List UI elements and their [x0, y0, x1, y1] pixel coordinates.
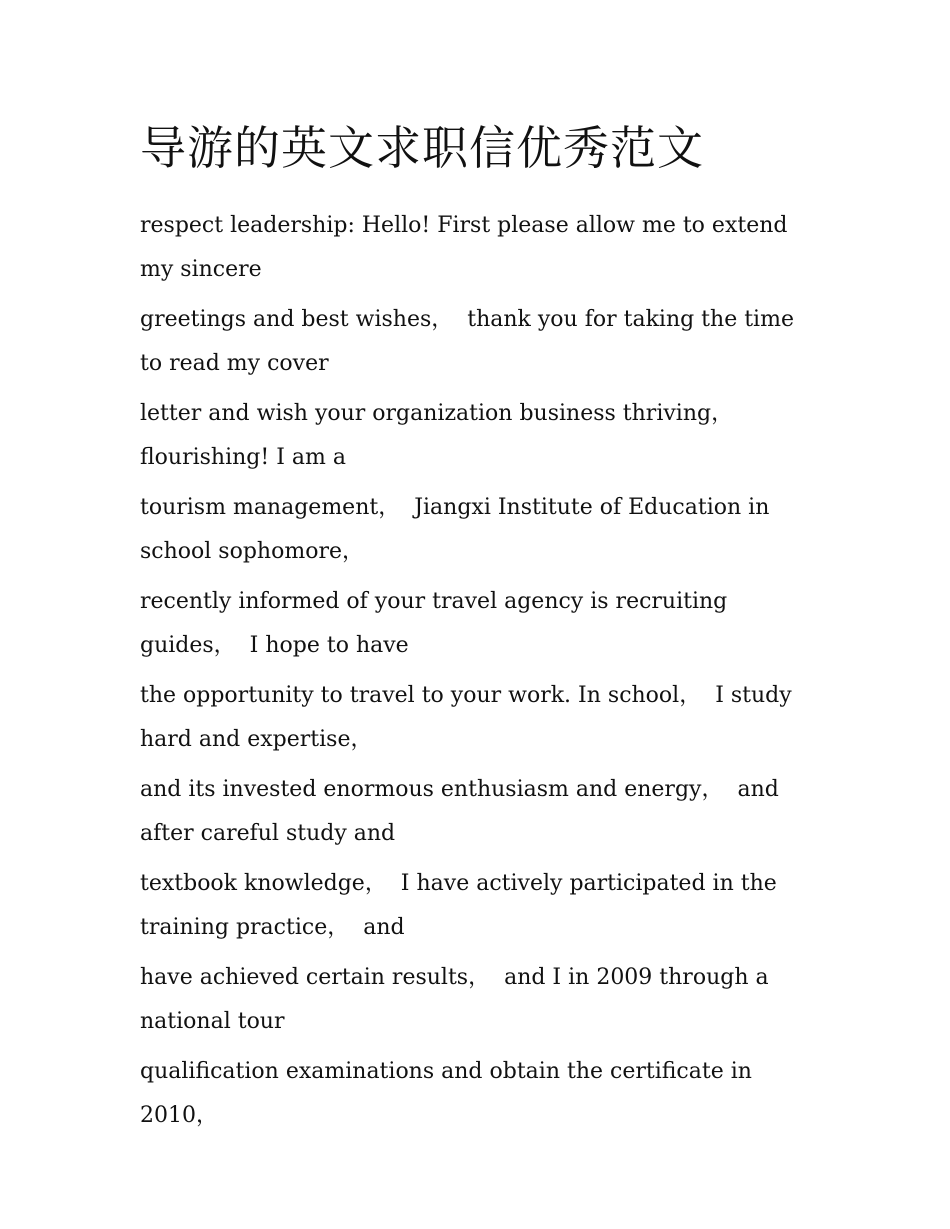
- paragraph: letter and wish your organization business thriving， flourishing! I am a: [140, 401, 748, 470]
- document-body: [140, 204, 820, 1138]
- paragraph: have achieved certain results， and I in 2009 through a national tour: [140, 965, 776, 1034]
- paragraph: respect leadership: Hello! First please allow me to extend my sincere: [140, 213, 795, 282]
- paragraph: and its invested enormous enthusiasm and energy， and after careful study and: [140, 777, 786, 846]
- paragraph: greetings and best wishes， thank you for taking the time to read my cover: [140, 307, 801, 376]
- paragraph: the opportunity to travel to your work. In school， I study hard and expertise，: [140, 683, 799, 752]
- paragraph: qualification examinations and obtain the certificate in 2010，: [140, 1059, 759, 1128]
- paragraph: tourism management， Jiangxi Institute of Education in school sophomore，: [140, 495, 777, 564]
- paragraph: recently informed of your travel agency is recruiting guides， I hope to have: [140, 589, 735, 658]
- document-title: 导游的英文求职信优秀范文: [140, 121, 704, 175]
- paragraph: textbook knowledge， I have actively participated in the training practice， and: [140, 871, 784, 940]
- document-page: [140, 118, 820, 1144]
